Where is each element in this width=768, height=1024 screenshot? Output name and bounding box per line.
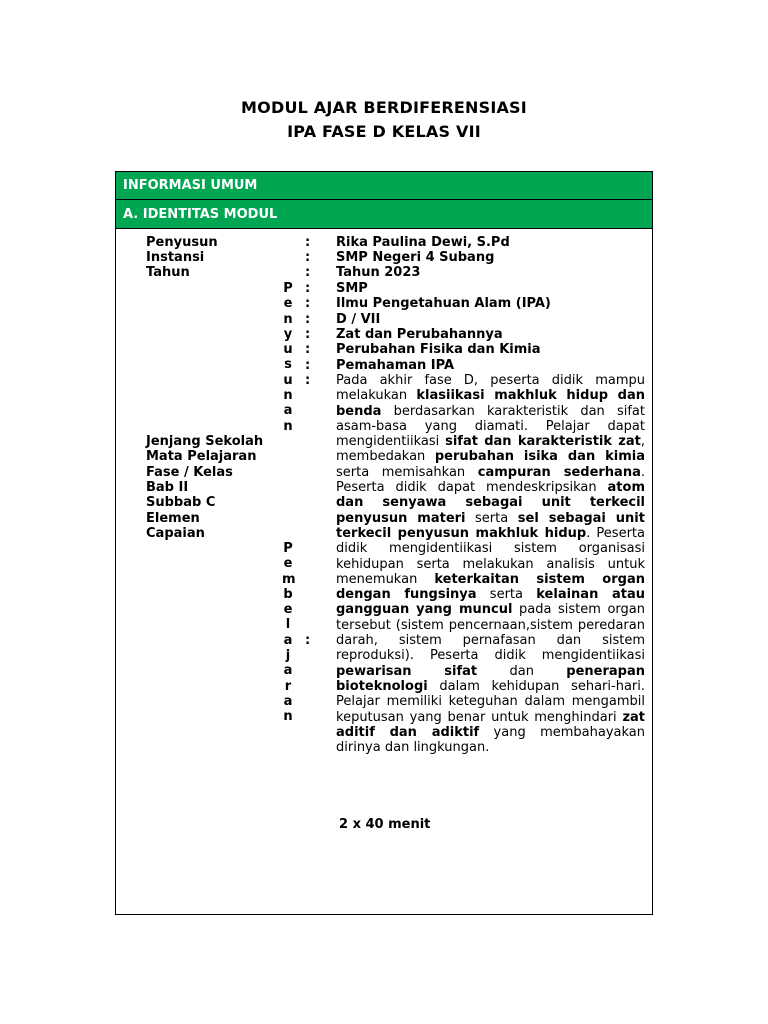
vertical-letter: j: [285, 648, 291, 664]
document-subtitle: IPA FASE D KELAS VII: [287, 122, 481, 141]
label-jenjang: Jenjang Sekolah: [146, 434, 264, 449]
vertical-letter: P: [283, 541, 293, 556]
capaian-paragraph: [336, 373, 645, 755]
value-instansi: SMP Negeri 4 Subang: [336, 250, 495, 265]
value-fase: D / VII: [336, 312, 381, 327]
vertical-letter: a: [283, 663, 293, 679]
colon: :: [305, 235, 311, 250]
value-bab: Zat dan Perubahannya: [336, 327, 503, 342]
capaian-emphasis: atom dan senyawa sebagai unit terkecil penyusun materi: [336, 480, 645, 526]
vertical-letter: a: [283, 403, 293, 419]
label-capaian: Capaian: [146, 526, 205, 541]
label-instansi: Instansi: [146, 250, 205, 265]
capaian-emphasis: zat aditif dan adiktif: [336, 709, 645, 740]
capaian-text: dan: [477, 663, 567, 679]
section-header: INFORMASI UMUM: [116, 172, 652, 200]
vertical-letter: e: [283, 556, 293, 572]
colon: :: [305, 281, 311, 296]
capaian-text: pada sistem organ tersebut (sistem pencernaan,sistem peredaran darah, sistem pernafasan dan sistem reproduksi). Peserta didik mengidentiikasi: [336, 602, 645, 664]
colon: :: [305, 265, 311, 280]
vertical-letter: u: [283, 342, 293, 358]
vertical-letter: n: [283, 388, 293, 404]
capaian-text: . Peserta didik mengidentiikasi sistem organisasi kehidupan serta melakukan analisis untuk menemukan: [336, 525, 645, 587]
colon: :: [305, 327, 311, 342]
vertical-letter: a: [283, 632, 293, 648]
value-elemen: Pemahaman IPA: [336, 358, 455, 373]
value-penyusun: Rika Paulina Dewi, S.Pd: [336, 235, 510, 250]
capaian-text: yang membahayakan dirinya dan lingkungan.: [336, 724, 645, 756]
vertical-letter: e: [283, 602, 293, 618]
capaian-emphasis: perubahan isika dan kimia: [434, 449, 645, 465]
capaian-text: , membedakan: [336, 434, 645, 465]
capaian-emphasis: penerapan bioteknologi: [336, 663, 645, 694]
colon: :: [305, 250, 311, 265]
vertical-letter: e: [283, 296, 293, 312]
vertical-letter: y: [283, 326, 293, 342]
vertical-letter: b: [283, 586, 293, 602]
vertical-penyusunan: [282, 281, 294, 434]
colon: :: [305, 312, 311, 327]
vertical-letter: n: [283, 418, 293, 434]
value-subbab: Perubahan Fisika dan Kimia: [336, 342, 541, 357]
capaian-emphasis: sifat dan karakteristik zat: [445, 434, 641, 450]
vertical-letter: n: [283, 311, 293, 327]
vertical-letter: n: [283, 709, 293, 725]
vertical-letter: P: [283, 281, 293, 296]
label-bab: Bab II: [146, 480, 189, 495]
capaian-text: dalam kehidupan sehari-hari. Pelajar memiliki keteguhan dalam mengambil keputusan yang benar untuk menghindari: [336, 678, 645, 725]
capaian-emphasis: sel sebagai unit terkecil penyusun makhluk hidup: [336, 510, 645, 541]
capaian-emphasis: kelainan atau gangguan yang muncul: [336, 587, 645, 618]
colon: :: [305, 342, 311, 357]
label-mapel: Mata Pelajaran: [146, 449, 257, 464]
value-jenjang: SMP: [336, 281, 368, 296]
vertical-letter: a: [283, 693, 293, 709]
label-fase: Fase / Kelas: [146, 465, 233, 480]
capaian-text: berdasarkan karakteristik dan sifat asam-basa yang diamati. Pelajar dapat mengidentiikasi: [336, 403, 645, 450]
capaian-emphasis: klasiikasi makhluk hidup dan benda: [336, 388, 645, 419]
label-elemen: Elemen: [146, 511, 200, 526]
label-subbab: Subbab C: [146, 495, 216, 510]
capaian-text: serta: [465, 510, 518, 526]
capaian-text: Pada akhir fase D, peserta didik mampu melakukan: [336, 373, 645, 404]
vertical-letter: l: [285, 617, 291, 633]
colon: :: [305, 633, 311, 648]
value-mapel: Ilmu Pengetahuan Alam (IPA): [336, 296, 551, 311]
capaian-emphasis: keterkaitan sistem organ dengan fungsinya: [336, 571, 645, 603]
vertical-letter: u: [283, 372, 293, 388]
colon: :: [305, 296, 311, 311]
document-title: MODUL AJAR BERDIFERENSIASI: [241, 98, 527, 117]
vertical-letter: m: [282, 571, 296, 587]
label-tahun: Tahun: [146, 265, 190, 280]
colon: :: [305, 373, 311, 388]
label-penyusun: Penyusun: [146, 235, 218, 250]
colon: :: [305, 358, 311, 373]
value-alokasi-waktu: 2 x 40 menit: [339, 817, 431, 832]
value-tahun: Tahun 2023: [336, 265, 421, 280]
capaian-text: serta: [476, 587, 537, 603]
capaian-text: . Peserta didik dapat mendeskripsikan: [336, 464, 645, 496]
capaian-emphasis: campuran sederhana: [477, 464, 641, 480]
section-subheader: A. IDENTITAS MODUL: [116, 200, 652, 229]
vertical-pembelajaran: [282, 541, 294, 725]
vertical-letter: r: [284, 678, 292, 694]
capaian-text: serta memisahkan: [336, 464, 478, 480]
vertical-letter: s: [284, 357, 292, 373]
capaian-emphasis: pewarisan sifat: [336, 663, 478, 679]
